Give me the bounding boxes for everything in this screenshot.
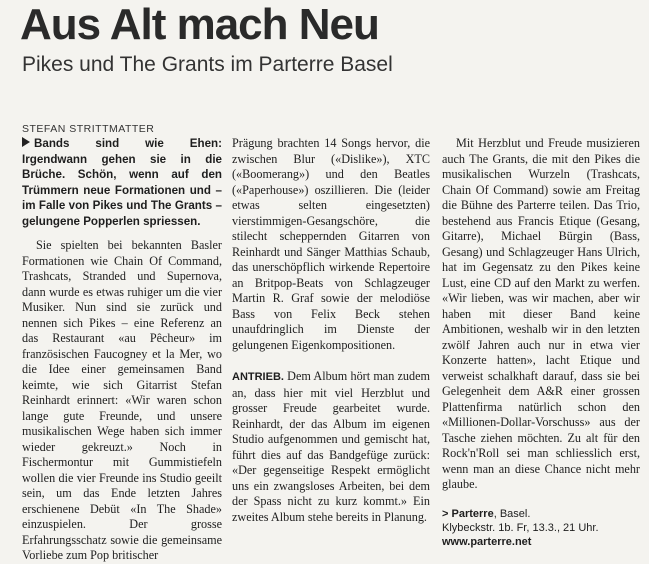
body-paragraph: Prägung brachten 14 Songs hervor, die zwischen Blur («Dislike»), XTC («Boomerang») und den Beatles («Paperhouse») oszillieren. Die (leider etwas selten eingesetzten) vierstimmigen-Gesangschöre, die stilecht scheppernden Gitarren von Reinhardt und Sänger Matthias Schaub, das unerschöpflich wirkende Repertoire an Britpop-Beats von Schlagzeuger Martin R. Graf sowie der melodiöse Bass von Felix Beck stehen unaufdringlich im Dienste der gelungenen Eigenkompositionen. <box>232 136 430 352</box>
event-url: www.parterre.net <box>442 535 532 548</box>
column-3 <box>442 136 640 549</box>
body-paragraph <box>232 369 430 525</box>
event-city: , Basel. <box>493 507 531 520</box>
triangle-bullet-icon <box>22 137 30 147</box>
event-venue: Parterre <box>451 507 494 520</box>
event-info <box>442 507 640 549</box>
body-text: Dem Album hört man zudem an, dass hier mit viel Herzblut und grosser Freude gearbeitet wurde. Reinhardt, der das Album im eigenen Studio aufgenommen und gemischt hat, führt dies auf das Bandgefüge zurück: «Der gegenseitige Respekt ermöglicht uns ein zwangsloses Arbeiten, bei dem der Spass nicht zu kurz kommt.» Ein zweites Album stehe bereits in Planung. <box>232 369 430 524</box>
section-keyword: ANTRIEB. <box>232 371 284 383</box>
lead-paragraph <box>22 136 222 229</box>
lead-text: Bands sind wie Ehen: Irgendwann gehen sie in die Brüche. Schön, wenn auf den Trümmern neue Formationen und – im Falle von Pikes und The Grants – gelungene Popperlen spriessen. <box>22 137 222 228</box>
body-paragraph: Mit Herzblut und Freude musizieren auch The Grants, die mit den Pikes die musikalischen Wurzeln (Trashcats, Chain Of Command) sowie am Freitag die Bühne des Parterre teilen. Das Trio, bestehend aus Francis Etique (Gesang, Gitarre), Michael Bürgin (Bass, Gesang) und Schlagzeuger Hans Ulrich, hat im Gegensatz zu den Pikes keine Lust, eine CD auf den Markt zu werfen. «Wir lieben, was wir machen, aber wir haben mit dieser Band keine Ambitionen, weshalb wir in den letzten zwölf Jahren auch nur in etwa vier Konzerte hatten», lacht Etique und verweist schalkhaft darauf, dass sie bei Gelegenheit dem A&R einer grossen Plattenfirma natürlich schon den «Millionen-Dollar-Vorschuss» aus der Tasche ziehen möchten. Zu alt für den Rock'n'Roll sei man schliesslich erst, wenn man an diese Chance nicht mehr glaube. <box>442 136 640 491</box>
headline: Aus Alt mach Neu <box>20 0 379 49</box>
event-details: Klybeckstr. 1b. Fr, 13.3., 21 Uhr. <box>442 521 599 534</box>
author-byline: STEFAN STRITTMATTER <box>22 123 155 135</box>
column-2 <box>232 136 430 525</box>
subheadline: Pikes und The Grants im Parterre Basel <box>22 53 393 76</box>
body-paragraph: Sie spielten bei bekannten Basler Formationen wie Chain Of Command, Trashcats, Stranded und Supernova, dann wurde es etwas ruhiger um die vier Musiker. Nun sind sie zurück und nennen sich Pikes – eine Referenz an das Restaurant «au Pêcheur» im französischen Faucogney et la Mer, wo die Idee einer gemeinsamen Band keimte, wie sich Gitarrist Stefan Reinhardt erinnert: «Wir waren schon lange gute Freunde, und unsere musikalischen Wege haben sich immer wieder gekreuzt.» Noch in Fischermontur mit Gummistiefeln wollen die vier Freunde ins Studio geeilt sein, um das Ende letzten Jahres erschienene Debüt «In The Shade» einzuspielen. Der grosse Erfahrungsschatz sowie die gemeinsame Vorliebe zum Pop britischer <box>22 238 222 562</box>
arrow-bullet-icon: > <box>442 507 449 520</box>
column-1 <box>22 136 222 564</box>
event-venue-line <box>442 507 640 521</box>
